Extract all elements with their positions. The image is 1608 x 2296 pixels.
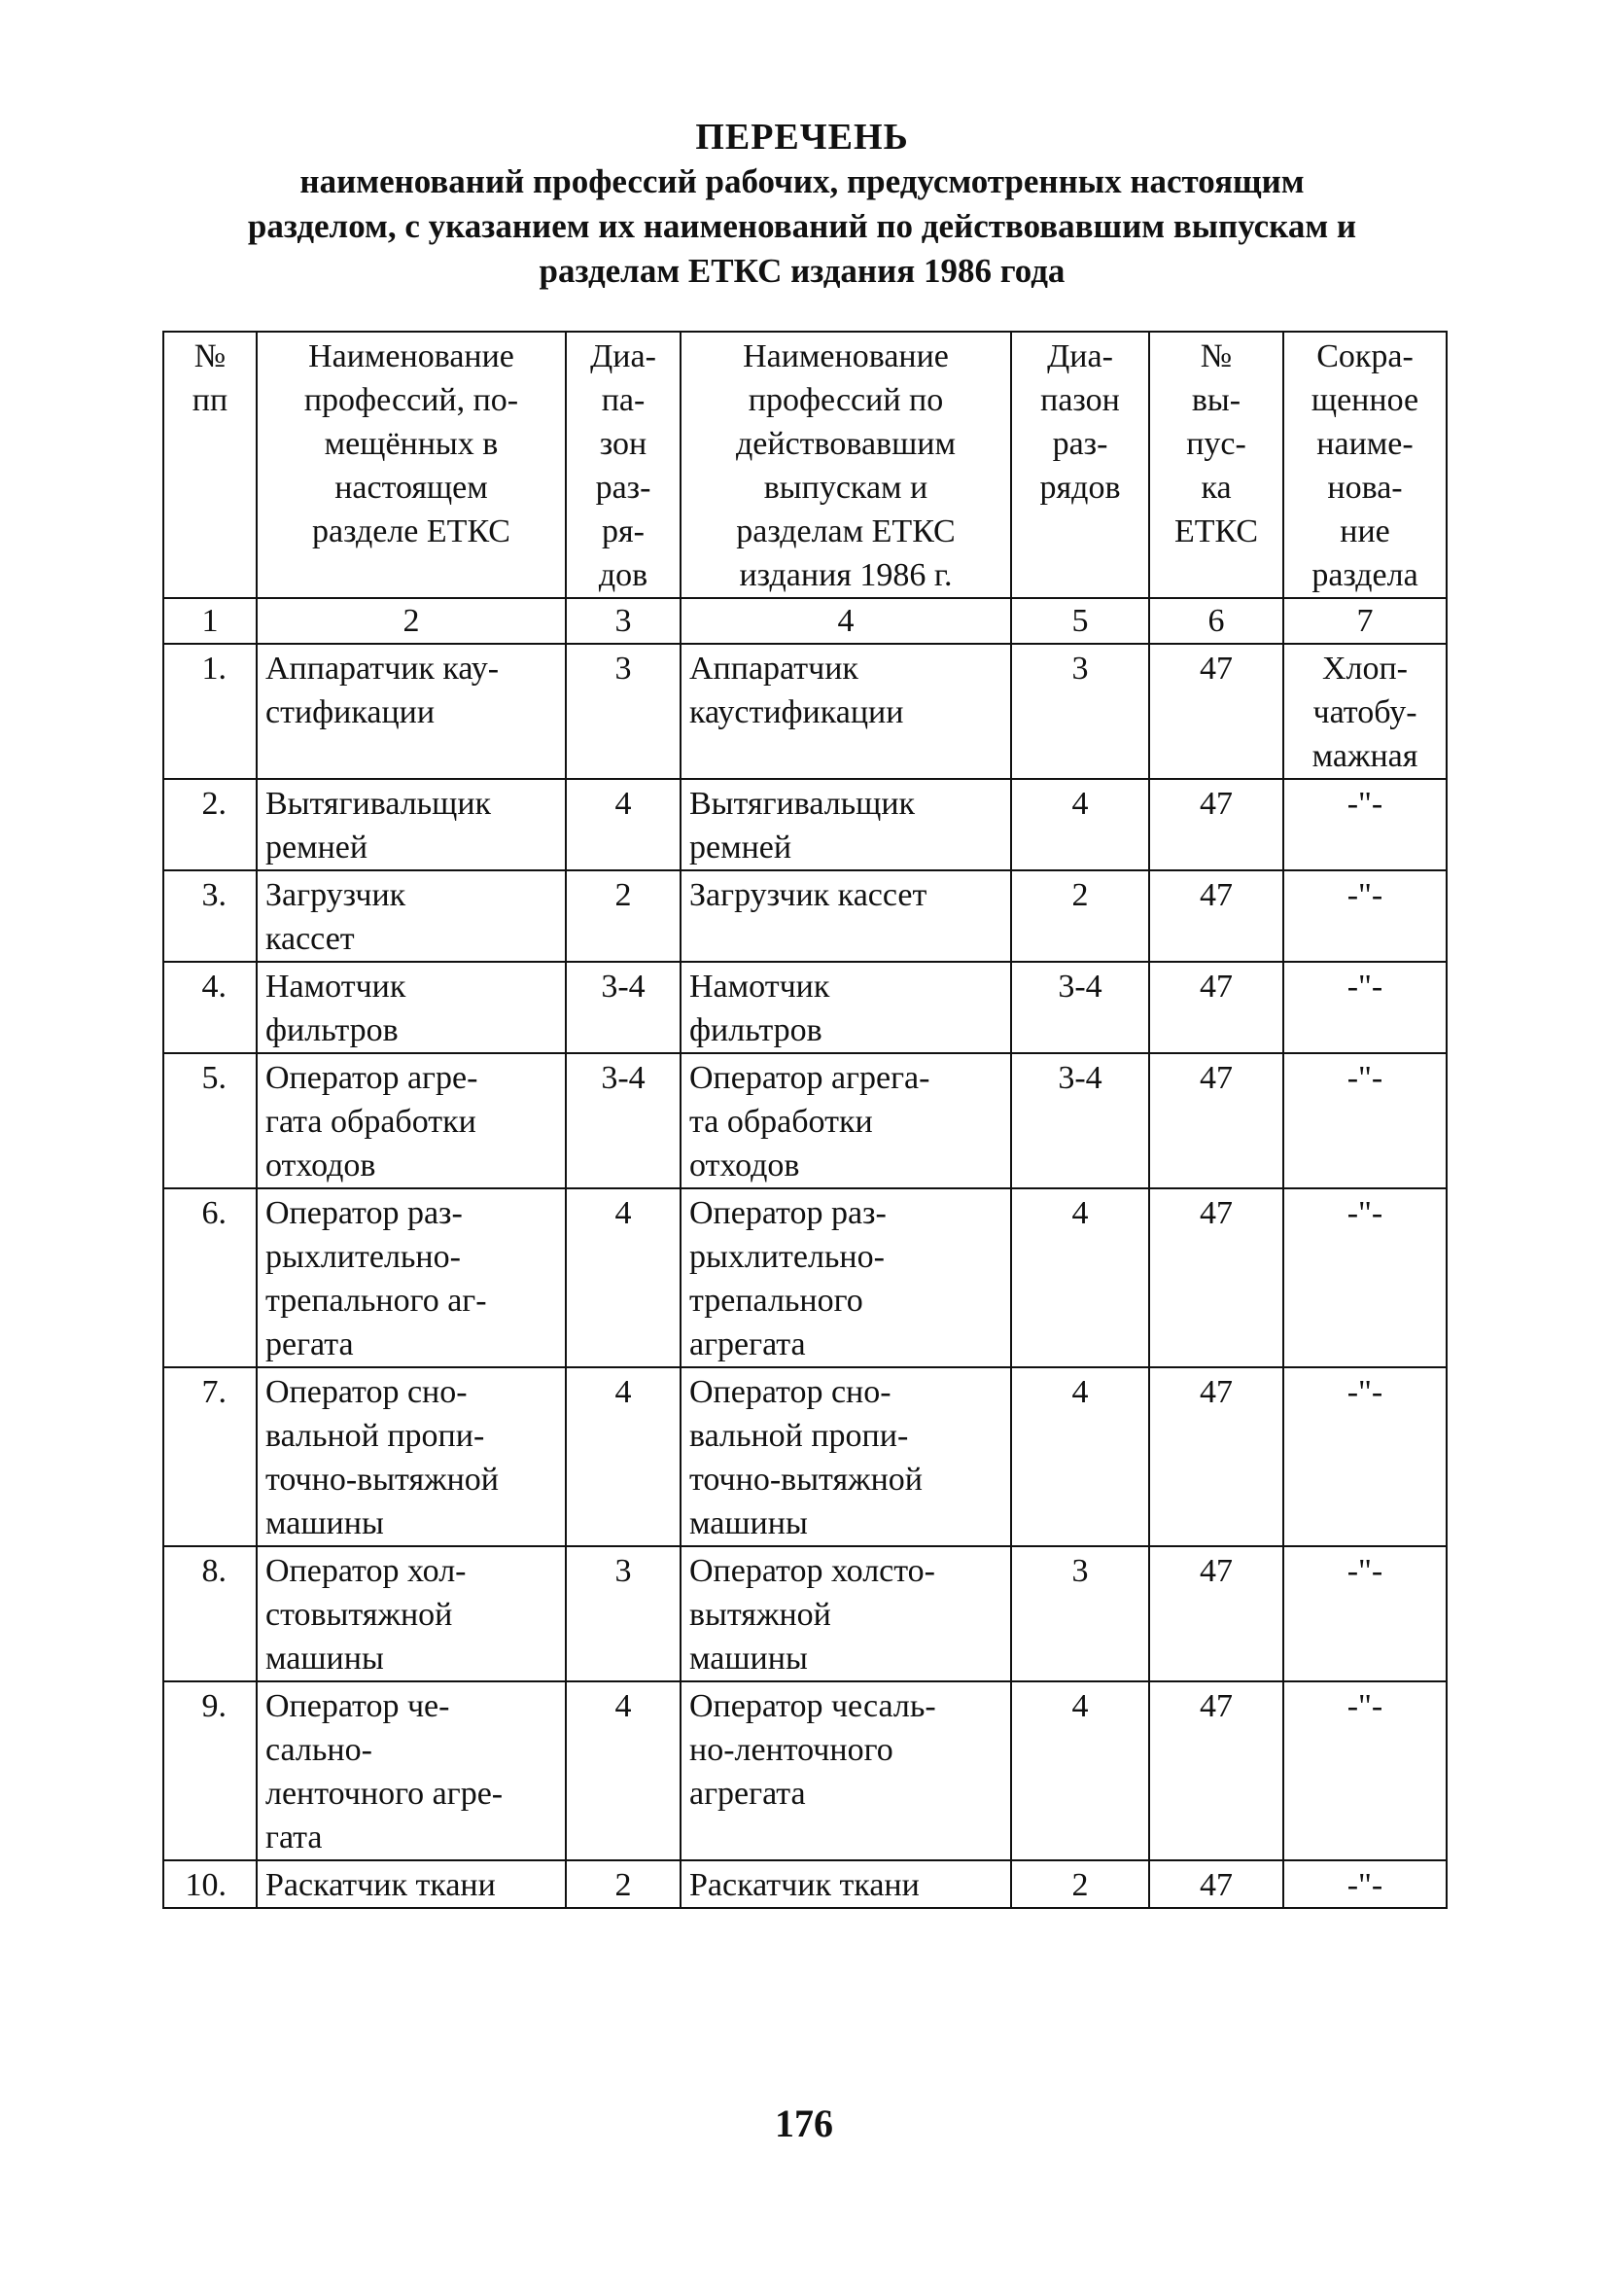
- issue-cell: 47: [1149, 1860, 1283, 1908]
- section-cell: -"-: [1283, 1860, 1447, 1908]
- table-row: [163, 1681, 1447, 1860]
- current-name-cell: Аппаратчик кау- стификации: [257, 644, 566, 779]
- row-number-cell: 6.: [163, 1188, 257, 1367]
- section-cell: -"-: [1283, 1188, 1447, 1367]
- current-range-cell: 3: [566, 644, 681, 779]
- column-number-cell: 4: [681, 598, 1011, 644]
- old-range-cell: 2: [1011, 870, 1149, 962]
- current-range-cell: 3-4: [566, 1053, 681, 1188]
- old-name-cell: Оператор холсто- вытяжной машины: [681, 1546, 1011, 1681]
- table-row: [163, 1188, 1447, 1367]
- table-row: [163, 1053, 1447, 1188]
- current-name-cell: Оператор раз- рыхлительно- трепального аг- регата: [257, 1188, 566, 1367]
- header-cell-old-name: Наименование профессий по действовавшим выпускам и разделам ЕТКС издания 1986 г.: [681, 332, 1011, 598]
- current-range-cell: 2: [566, 1860, 681, 1908]
- current-name-cell: Намотчик фильтров: [257, 962, 566, 1053]
- heading-title: ПЕРЕЧЕНЬ: [695, 117, 909, 158]
- table-row: [163, 779, 1447, 870]
- old-range-cell: 3: [1011, 644, 1149, 779]
- current-range-cell: 4: [566, 1188, 681, 1367]
- current-range-cell: 3-4: [566, 962, 681, 1053]
- old-name-cell: Оператор чесаль- но-ленточного агрегата: [681, 1681, 1011, 1860]
- current-range-cell: 4: [566, 1681, 681, 1860]
- current-name-cell: Оператор че- сально- ленточного агре- гата: [257, 1681, 566, 1860]
- header-cell-current-range: Диа- па- зон раз- ря- дов: [566, 332, 681, 598]
- header-cell-current-name: Наименование профессий, по- мещённых в настоящем разделе ЕТКС: [257, 332, 566, 598]
- row-number-cell: 8.: [163, 1546, 257, 1681]
- table-row: [163, 644, 1447, 779]
- current-range-cell: 4: [566, 779, 681, 870]
- old-range-cell: 3-4: [1011, 962, 1149, 1053]
- current-name-cell: Загрузчик кассет: [257, 870, 566, 962]
- issue-cell: 47: [1149, 1367, 1283, 1546]
- old-range-cell: 4: [1011, 1188, 1149, 1367]
- old-name-cell: Оператор раз- рыхлительно- трепального агрегата: [681, 1188, 1011, 1367]
- header-cell-old-range: Диа- пазон раз- рядов: [1011, 332, 1149, 598]
- issue-cell: 47: [1149, 1546, 1283, 1681]
- row-number-cell: 4.: [163, 962, 257, 1053]
- issue-cell: 47: [1149, 1188, 1283, 1367]
- table-row: [163, 1367, 1447, 1546]
- old-range-cell: 3: [1011, 1546, 1149, 1681]
- column-number-cell: 2: [257, 598, 566, 644]
- table-row: [163, 870, 1447, 962]
- header-cell-issue: № вы- пус- ка ЕТКС: [1149, 332, 1283, 598]
- table-header-row: [163, 332, 1447, 598]
- old-name-cell: Вытягивальщик ремней: [681, 779, 1011, 870]
- row-number-cell: 2.: [163, 779, 257, 870]
- professions-table: [162, 331, 1448, 1909]
- section-cell: -"-: [1283, 1546, 1447, 1681]
- column-number-cell: 7: [1283, 598, 1447, 644]
- old-name-cell: Намотчик фильтров: [681, 962, 1011, 1053]
- issue-cell: 47: [1149, 779, 1283, 870]
- row-number-cell: 7.: [163, 1367, 257, 1546]
- issue-cell: 47: [1149, 644, 1283, 779]
- current-range-cell: 3: [566, 1546, 681, 1681]
- old-range-cell: 4: [1011, 1367, 1149, 1546]
- current-name-cell: Вытягивальщик ремней: [257, 779, 566, 870]
- current-name-cell: Оператор хол- стовытяжной машины: [257, 1546, 566, 1681]
- section-cell: -"-: [1283, 962, 1447, 1053]
- old-range-cell: 3-4: [1011, 1053, 1149, 1188]
- old-range-cell: 4: [1011, 1681, 1149, 1860]
- column-number-cell: 1: [163, 598, 257, 644]
- issue-cell: 47: [1149, 1053, 1283, 1188]
- table-row: [163, 1860, 1447, 1908]
- column-number-cell: 5: [1011, 598, 1149, 644]
- issue-cell: 47: [1149, 962, 1283, 1053]
- table-row: [163, 962, 1447, 1053]
- old-name-cell: Оператор сно- вальной пропи- точно-вытяжной машины: [681, 1367, 1011, 1546]
- column-number-cell: 6: [1149, 598, 1283, 644]
- current-name-cell: Оператор сно- вальной пропи- точно-вытяжной машины: [257, 1367, 566, 1546]
- section-cell: -"-: [1283, 779, 1447, 870]
- row-number-cell: 9.: [163, 1681, 257, 1860]
- section-cell: Хлоп- чатобу- мажная: [1283, 644, 1447, 779]
- table-row: [163, 1546, 1447, 1681]
- column-number-cell: 3: [566, 598, 681, 644]
- row-number-cell: 10.: [163, 1860, 257, 1908]
- issue-cell: 47: [1149, 1681, 1283, 1860]
- header-cell-section: Сокра- щенное наиме- нова- ние раздела: [1283, 332, 1447, 598]
- current-name-cell: Оператор агре- гата обработки отходов: [257, 1053, 566, 1188]
- issue-cell: 47: [1149, 870, 1283, 962]
- section-cell: -"-: [1283, 1367, 1447, 1546]
- old-name-cell: Оператор агрега- та обработки отходов: [681, 1053, 1011, 1188]
- row-number-cell: 1.: [163, 644, 257, 779]
- current-range-cell: 4: [566, 1367, 681, 1546]
- old-name-cell: Загрузчик кассет: [681, 870, 1011, 962]
- old-range-cell: 2: [1011, 1860, 1149, 1908]
- document-heading: [146, 115, 1458, 294]
- old-range-cell: 4: [1011, 779, 1149, 870]
- old-name-cell: Аппаратчик каустификации: [681, 644, 1011, 779]
- row-number-cell: 5.: [163, 1053, 257, 1188]
- current-name-cell: Раскатчик ткани: [257, 1860, 566, 1908]
- heading-subtitle: наименований профессий рабочих, предусмотренных настоящим разделом, с указанием их наименований по действовавшим выпускам и разделам ЕТКС издания 1986 года: [247, 162, 1357, 290]
- current-range-cell: 2: [566, 870, 681, 962]
- page-number: 176: [775, 2102, 833, 2145]
- row-number-cell: 3.: [163, 870, 257, 962]
- section-cell: -"-: [1283, 1053, 1447, 1188]
- header-cell-number: № пп: [163, 332, 257, 598]
- column-number-row: [163, 598, 1447, 644]
- section-cell: -"-: [1283, 870, 1447, 962]
- section-cell: -"-: [1283, 1681, 1447, 1860]
- old-name-cell: Раскатчик ткани: [681, 1860, 1011, 1908]
